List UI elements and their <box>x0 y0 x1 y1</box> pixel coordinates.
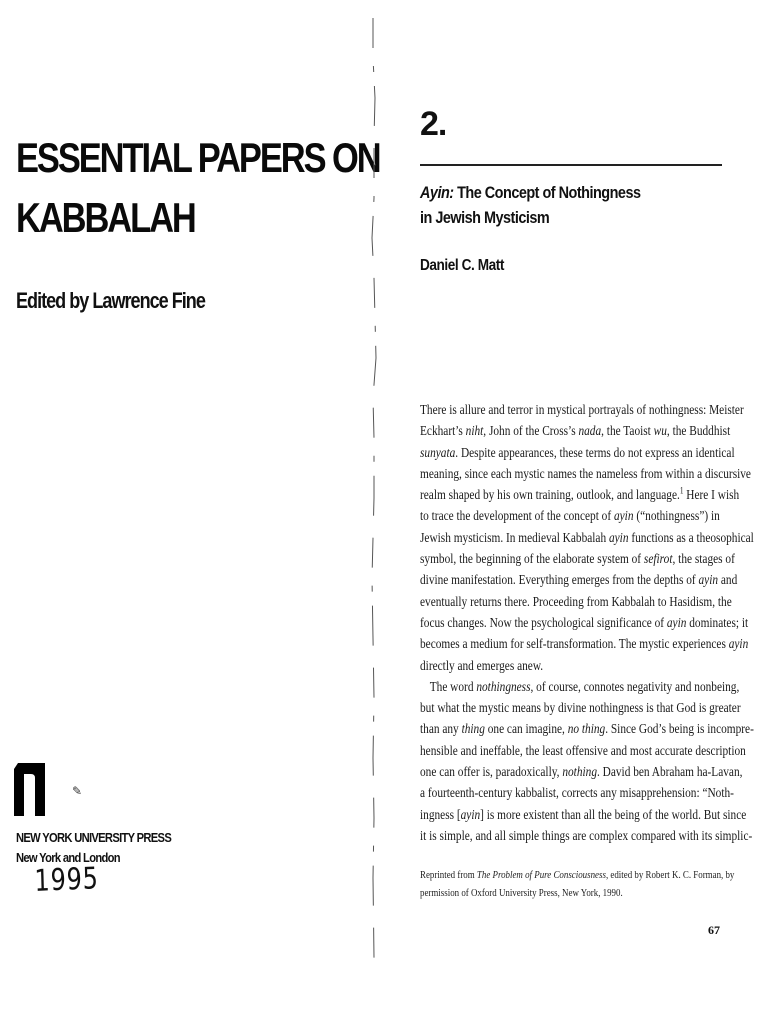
chapter-number: 2. <box>420 105 447 143</box>
body-run: Here I wish <box>683 488 740 504</box>
body-line <box>420 741 746 762</box>
footnote-text: Reprinted from <box>420 869 477 881</box>
footnote-marker: 1 <box>679 485 684 496</box>
body-run: . Since God’s being is incompre- <box>605 722 754 738</box>
italic-term: ayin <box>728 637 749 653</box>
footnote-source-title: The Problem of Pure Consciousness <box>476 869 606 881</box>
book-title <box>16 128 380 248</box>
italic-term: sefirot <box>643 552 673 568</box>
body-run: divine manifestation. Everything emerges from the depths of <box>420 573 699 589</box>
body-run: a fourteenth-century kabbalist, corrects any misapprehension: “Noth- <box>420 786 734 802</box>
body-line <box>420 549 735 570</box>
body-line <box>420 570 738 591</box>
body-line <box>420 719 754 740</box>
body-line <box>420 528 754 549</box>
italic-term: ayin <box>698 573 719 589</box>
body-run: than any <box>420 722 462 738</box>
nyu-press-logo-icon <box>14 763 45 816</box>
page-number: 67 <box>708 923 720 937</box>
body-run: focus changes. Now the psychological significance of <box>420 615 667 631</box>
italic-term: wu <box>653 424 667 440</box>
body-line <box>420 485 740 506</box>
body-line <box>420 826 753 847</box>
body-run: dominates; it <box>686 615 749 631</box>
italic-term: no thing <box>567 722 606 738</box>
body-line <box>420 613 749 634</box>
chapter-title-italic: Ayin: <box>420 183 454 202</box>
body-run: meaning, since each mystic names the nameless from within a discursive <box>420 466 751 482</box>
handwritten-year: 1995 <box>34 861 100 899</box>
body-line <box>420 698 741 719</box>
italic-term: ayin <box>460 807 481 823</box>
body-run: . Despite appearances, these terms do not express an identical <box>455 445 735 461</box>
body-line <box>420 634 749 655</box>
body-run: eventually returns there. Proceeding from Kabbalah to Hasidism, the <box>420 594 732 610</box>
book-title-line-1: ESSENTIAL PAPERS ON <box>16 134 380 181</box>
italic-term: ayin <box>666 615 687 631</box>
body-run: ingness [ <box>420 807 461 823</box>
italic-term: thing <box>461 722 485 738</box>
body-run: directly and emerges anew. <box>420 658 544 674</box>
body-run: one can imagine, <box>484 722 568 738</box>
body-run: and <box>718 573 738 589</box>
italic-term: ayin <box>613 509 634 525</box>
body-run: , the Taoist <box>601 424 654 440</box>
italic-term: sunyata <box>420 445 456 461</box>
body-run: hensible and ineffable, the least offensive and most accurate description <box>420 743 746 759</box>
body-line <box>420 506 721 527</box>
body-run: symbol, the beginning of the elaborate system of <box>420 552 644 568</box>
body-line <box>420 762 743 783</box>
body-run: , the Buddhist <box>666 424 731 440</box>
body-run: , of course, connotes negativity and nonbeing, <box>530 679 740 695</box>
footnote-line-1 <box>420 866 735 884</box>
reprint-footnote <box>420 866 735 902</box>
page-gutter-line <box>370 18 382 958</box>
body-run: Jewish mysticism. In medieval Kabbalah <box>420 530 609 546</box>
chapter-author: Daniel C. Matt <box>420 257 504 274</box>
body-line <box>420 464 751 485</box>
body-line <box>420 677 740 698</box>
body-run: to trace the development of the concept of <box>420 509 614 525</box>
body-line <box>420 421 731 442</box>
publisher-location: New York and London <box>16 850 120 865</box>
footnote-text: , edited by Robert K. C. Forman, by <box>605 869 735 881</box>
chapter-body-text <box>420 400 754 847</box>
body-run: There is allure and terror in mystical portrayals of nothingness: Meister <box>420 403 744 418</box>
body-run: one can offer is, paradoxically, <box>420 765 563 781</box>
book-title-line-2: KABBALAH <box>16 194 195 241</box>
chapter-rule <box>420 164 722 166</box>
body-run: but what the mystic means by divine nothingness is that God is greater <box>420 701 741 717</box>
body-run: . David ben Abraham ha-Lavan, <box>596 765 743 781</box>
italic-term: ayin <box>608 530 629 546</box>
body-line <box>420 783 734 804</box>
body-run: realm shaped by his own training, outlook, and language. <box>420 488 680 504</box>
body-line <box>420 443 735 464</box>
chapter-title-rest: The Concept of Nothingness <box>453 183 641 202</box>
body-line <box>420 656 721 677</box>
speck-mark-icon: ✎ <box>72 784 83 798</box>
body-run: , John of the Cross’s <box>483 424 579 440</box>
body-run: becomes a medium for self-transformation. The mystic experiences <box>420 637 729 653</box>
body-run: ] is more existent than all the being of the world. But since <box>480 807 747 823</box>
body-run: (“nothingness”) in <box>633 509 720 525</box>
body-run: it is simple, and all simple things are complex compared with its simplic- <box>420 828 753 844</box>
italic-term: nada <box>578 424 602 440</box>
italic-term: nothing <box>562 765 597 781</box>
body-run: Eckhart’s <box>420 424 466 440</box>
publisher-name: NEW YORK UNIVERSITY PRESS <box>16 830 172 845</box>
editor-credit: Edited by Lawrence Fine <box>16 288 205 313</box>
body-line <box>420 400 744 421</box>
body-run: , the stages of <box>672 552 735 568</box>
body-line <box>420 805 747 826</box>
italic-term: niht <box>465 424 484 440</box>
footnote-line-2: permission of Oxford University Press, New York, 1990. <box>420 887 623 899</box>
body-line <box>420 592 732 613</box>
body-run: functions as a theosophical <box>628 530 754 546</box>
body-run: The word <box>429 679 477 695</box>
chapter-title-line-2: in Jewish Mysticism <box>420 208 550 227</box>
chapter-title-line-1 <box>420 180 726 205</box>
italic-term: nothingness <box>476 679 531 695</box>
chapter-title <box>420 180 726 230</box>
